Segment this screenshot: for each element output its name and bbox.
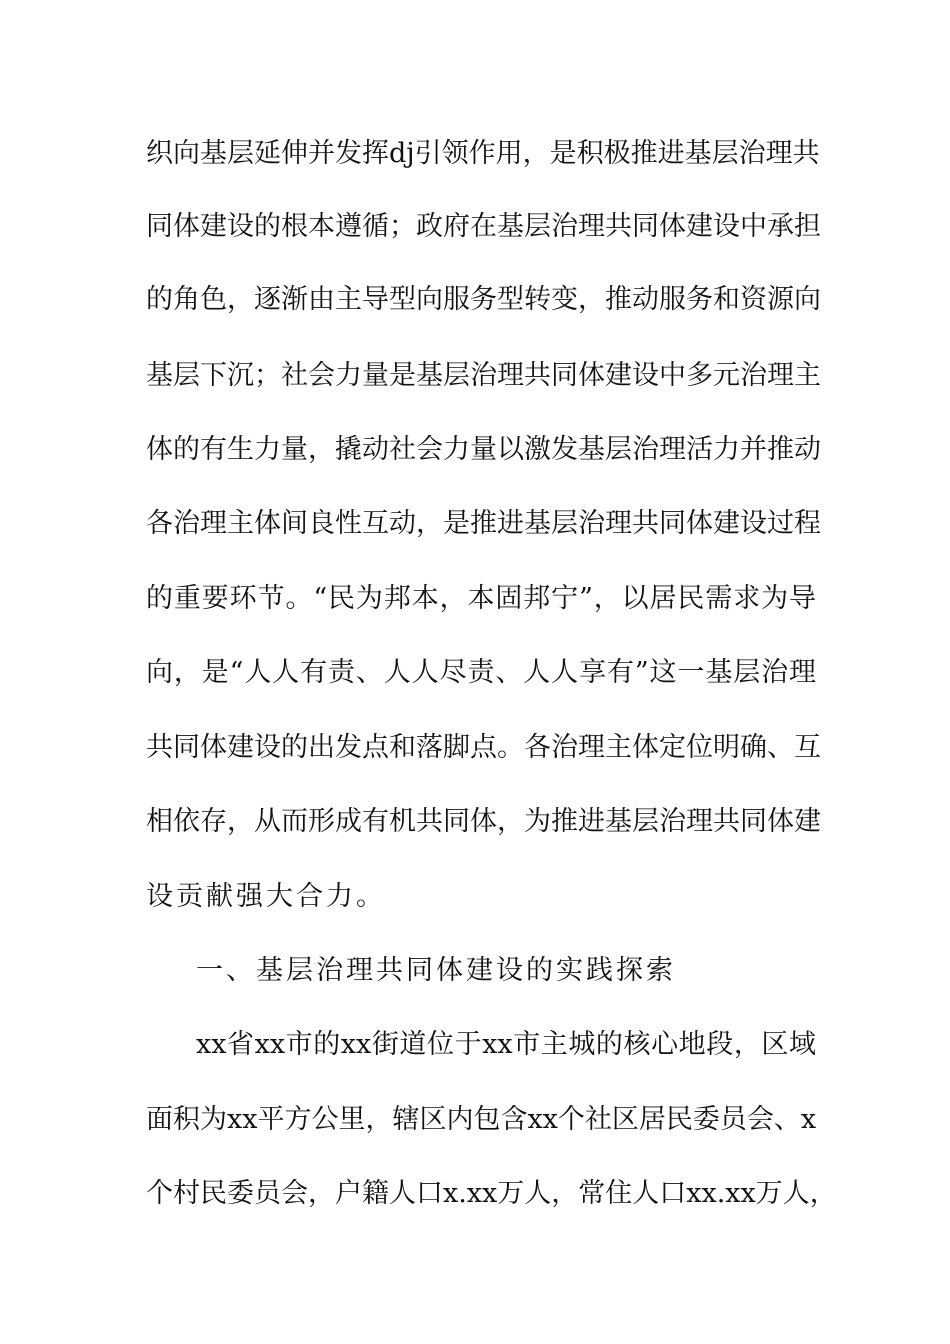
text-line: 向，是“人人有责、人人尽责、人人享有”这一基层治理: [146, 657, 816, 688]
text-line: 同体建设的根本遵循；政府在基层治理共同体建设中承担: [146, 211, 821, 242]
text-line: 织向基层延伸并发挥dj引领作用，是积极推进基层治理共: [146, 138, 820, 169]
text-line: 个村民委员会，户籍人口x.xx万人，常住人口xx.xx万人，: [146, 1178, 837, 1209]
text-line: 基层下沉；社会力量是基层治理共同体建设中多元治理主: [146, 360, 821, 391]
text-line: 相依存，从而形成有机共同体，为推进基层治理共同体建: [146, 806, 821, 837]
paragraph-last-line: 设贡献强大合力。: [146, 881, 386, 912]
text-line: 体的有生力量，撬动社会力量以激发基层治理活力并推动: [146, 434, 821, 465]
text-line: 的重要环节。“民为邦本，本固邦宁”，以居民需求为导: [146, 583, 816, 614]
section-heading: 一、基层治理共同体建设的实践探索: [196, 955, 676, 986]
text-line: 的角色，逐渐由主导型向服务型转变，推动服务和资源向: [146, 284, 821, 315]
text-line: 面积为xx平方公里，辖区内包含xx个社区居民委员会、x: [146, 1104, 817, 1135]
text-line: 各治理主体间良性互动，是推进基层治理共同体建设过程: [146, 508, 821, 539]
text-line: xx省xx市的xx街道位于xx市主城的核心地段，区域: [196, 1029, 816, 1060]
text-line: 共同体建设的出发点和落脚点。各治理主体定位明确、互: [146, 732, 821, 763]
